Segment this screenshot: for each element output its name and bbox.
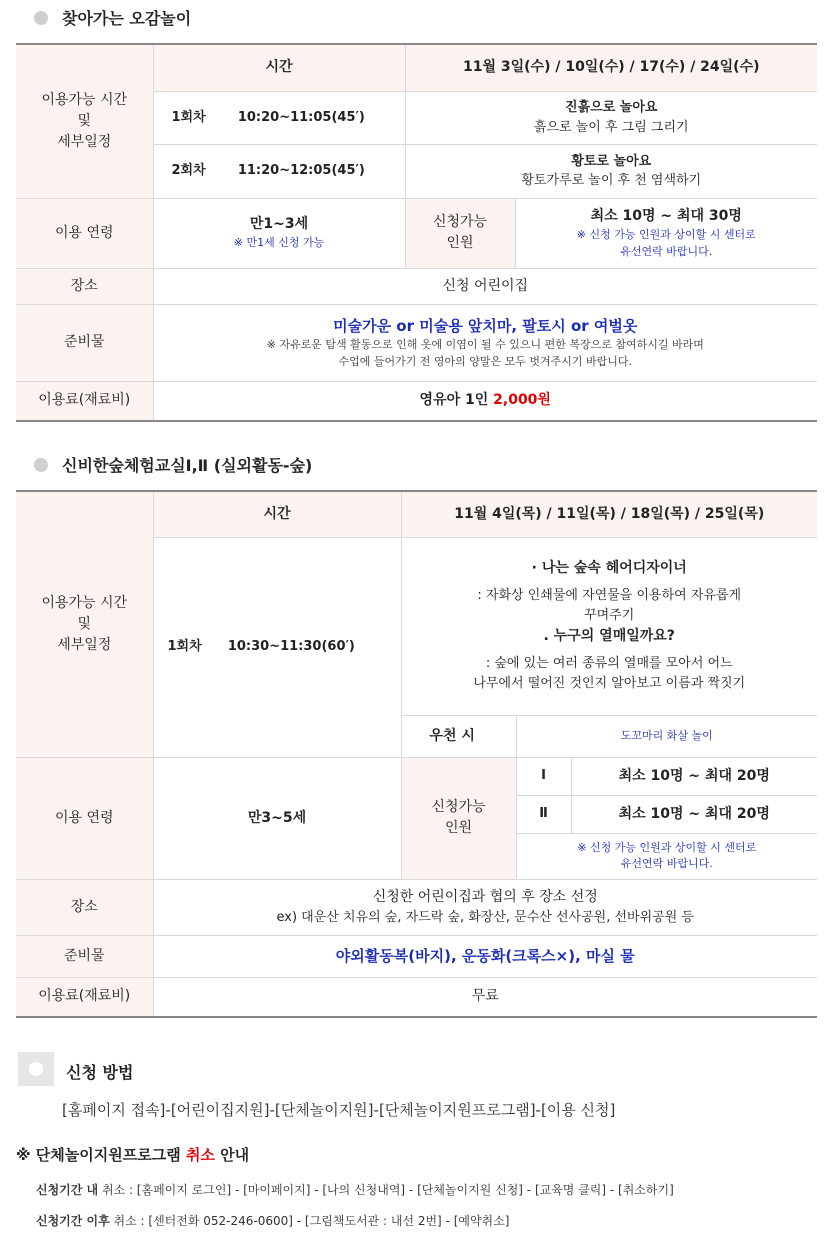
circle-bullet-icon (34, 458, 48, 472)
round-1-cell: 1회차 10:30~11:30(60′) (153, 537, 401, 757)
age-label: 이용 연령 (16, 198, 153, 268)
prep-value: 야외활동복(바지), 운동화(크록스×), 마실 물 (153, 935, 817, 977)
group-ii-label: Ⅱ (516, 795, 571, 833)
circle-bullet-icon (29, 1062, 43, 1076)
place-label: 장소 (16, 268, 153, 304)
fee-cell: 영유아 1인 2,000원 (153, 381, 817, 421)
capacity-label: 신청가능 인원 (401, 757, 516, 879)
cancel-line-after-period: 신청기간 이후 취소 : [센터전화 052-246-0600] - [그림책도서관 : 내선 2번] - [예약취소] (36, 1214, 510, 1228)
group-i-capacity: 최소 10명 ~ 최대 20명 (571, 757, 817, 795)
age-value: 만3~5세 (153, 757, 401, 879)
circle-bullet-icon (34, 11, 48, 25)
age-cell: 만1~3세 ※ 만1세 신청 가능 (153, 198, 405, 268)
round-2-activity: 황토로 놀아요 황토가루로 놀이 후 천 염색하기 (405, 144, 817, 198)
cancel-line-within-period: 신청기간 내 취소 : [홈페이지 로그인] - [마이페이지] - [나의 신청내역] - [단체놀이지원 신청] - [교육명 클릭] - [취소하기] (36, 1183, 674, 1197)
schedule-label: 이용가능 시간 및 세부일정 (16, 491, 153, 757)
fee-label: 이용료(재료비) (16, 381, 153, 421)
section-2-header (34, 453, 312, 476)
capacity-note: ※ 신청 가능 인원과 상이할 시 센터로 유선연락 바랍니다. (516, 833, 817, 879)
howto-path: [홈페이지 접속]-[어린이집지원]-[단체놀이지원]-[단체놀이지원프로그램]-[이용 신청] (62, 1101, 616, 1119)
capacity-label: 신청가능 인원 (405, 198, 515, 268)
time-header: 시간 (153, 44, 405, 91)
activities-cell: · 나는 숲속 헤어디자이너 : 자화상 인쇄물에 자연물을 이용하여 자유롭게 꾸며주기 . 누구의 열매일까요? : 숲에 있는 여러 종류의 열매를 모아서 어느 나무에서 떨어진 것인지 알아보고 이름과 짝짓기 (401, 537, 817, 715)
cancel-title: ※ 단체놀이지원프로그램 취소 안내 (16, 1146, 250, 1164)
prep-label: 준비물 (16, 935, 153, 977)
time-header: 시간 (153, 491, 401, 537)
section-1-title: 찾아가는 오감놀이 (62, 9, 192, 28)
place-value: 신청 어린이집 (153, 268, 817, 304)
fee-label: 이용료(재료비) (16, 977, 153, 1017)
round-1-cell: 1회차 10:20~11:05(45′) (153, 91, 405, 144)
rain-label: 우천 시 (401, 715, 516, 757)
dates-header: 11월 4일(목) / 11일(목) / 18일(목) / 25일(목) (401, 491, 817, 537)
group-ii-capacity: 최소 10명 ~ 최대 20명 (571, 795, 817, 833)
section-1-header (34, 6, 191, 29)
howto-bullet-box (18, 1052, 54, 1086)
age-label: 이용 연령 (16, 757, 153, 879)
rain-activity: 도꼬마리 화살 놀이 (516, 715, 817, 757)
fee-value: 무료 (153, 977, 817, 1017)
prep-cell: 미술가운 or 미술용 앞치마, 팔토시 or 여벌옷 ※ 자유로운 탐색 활동으로 인해 옷에 이염이 될 수 있으니 편한 복장으로 참여하시길 바라며 수업에 들어가기 전 영아의 양말은 모두 벗겨주시기 바랍니다. (153, 304, 817, 381)
group-i-label: Ⅰ (516, 757, 571, 795)
round-1-activity: 진흙으로 놀아요 흙으로 놀이 후 그림 그리기 (405, 91, 817, 144)
section-2-table (16, 490, 817, 1018)
schedule-label: 이용가능 시간 및 세부일정 (16, 44, 153, 198)
section-1-table (16, 43, 817, 422)
place-cell: 신청한 어린이집과 협의 후 장소 선정 ex) 대운산 치유의 숲, 자드락 숲, 화장산, 문수산 선사공원, 선바위공원 등 (153, 879, 817, 935)
capacity-cell: 최소 10명 ~ 최대 30명 ※ 신청 가능 인원과 상이할 시 센터로 유선연락 바랍니다. (515, 198, 817, 268)
round-2-cell: 2회차 11:20~12:05(45′) (153, 144, 405, 198)
place-label: 장소 (16, 879, 153, 935)
section-2-title: 신비한숲체험교실Ⅰ,Ⅱ (실외활동-숲) (62, 456, 313, 475)
prep-label: 준비물 (16, 304, 153, 381)
dates-header: 11월 3일(수) / 10일(수) / 17(수) / 24일(수) (405, 44, 817, 91)
howto-title: 신청 방법 (66, 1063, 134, 1082)
